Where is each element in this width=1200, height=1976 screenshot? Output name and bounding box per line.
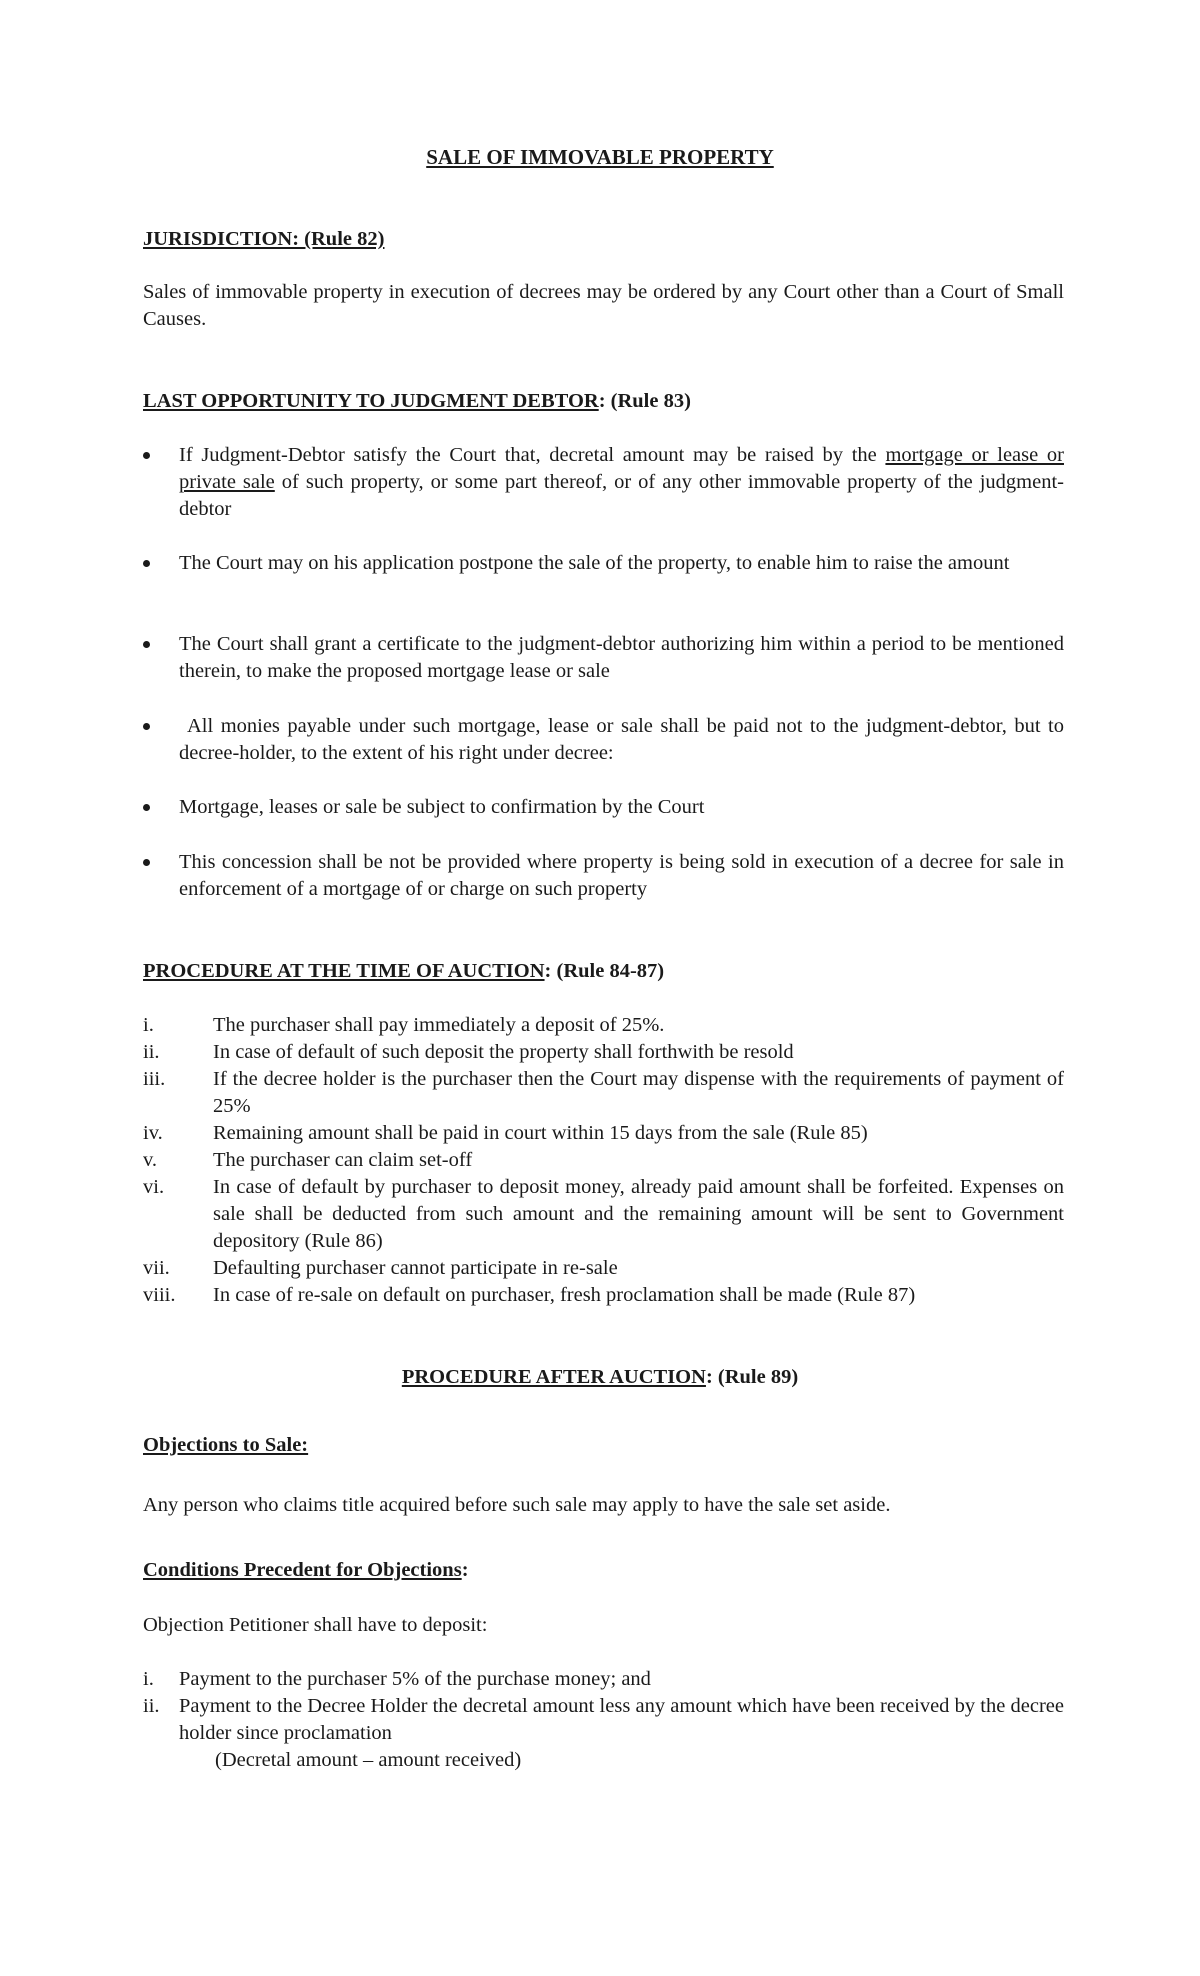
item-number: i. (143, 1668, 154, 1690)
page-title: SALE OF IMMOVABLE PROPERTY (426, 145, 774, 169)
item-number: vii. (143, 1257, 170, 1279)
auction-heading-title: PROCEDURE AT THE TIME OF AUCTION (143, 960, 545, 982)
after-auction-heading (0, 1364, 1200, 1391)
item-number: v. (143, 1149, 158, 1171)
item-text: The purchaser can claim set-off (213, 1149, 473, 1171)
list-item (143, 631, 1064, 685)
last-opportunity-heading-rule: : (Rule 83) (598, 390, 691, 412)
item-number: i. (143, 1014, 154, 1036)
list-item (143, 1174, 1064, 1255)
item-text: The purchaser shall pay immediately a deposit of 25%. (213, 1014, 665, 1036)
list-item (143, 849, 1064, 903)
jurisdiction-text: Sales of immovable property in execution of decrees may be ordered by any Court other than a Court of Small Causes. (143, 281, 1064, 330)
item-text: If the decree holder is the purchaser then the Court may dispense with the requirements of payment of 25% (213, 1068, 1064, 1117)
objections-text: Any person who claims title acquired before such sale may apply to have the sale set aside. (143, 1494, 891, 1516)
item-number: ii. (143, 1041, 160, 1063)
conditions-heading-colon: : (461, 1559, 469, 1581)
item-text: Remaining amount shall be paid in court within 15 days from the sale (Rule 85) (213, 1122, 868, 1144)
list-item (143, 1693, 1064, 1747)
last-opportunity-heading (143, 388, 1064, 415)
bullet-text: Mortgage, leases or sale be subject to confirmation by the Court (179, 796, 705, 818)
item-number: iv. (143, 1122, 163, 1144)
item-text: Payment to the Decree Holder the decretal amount less any amount which have been received by the decree holder since proclamation (179, 1695, 1064, 1744)
bullet-text: If Judgment-Debtor satisfy the Court that, decretal amount may be raised by the mortgage or lease or private sale of such property, or some part thereof, or of any other immovable property of the judgment-debtor (179, 444, 1064, 520)
item-text: In case of default of such deposit the property shall forthwith be resold (213, 1041, 794, 1063)
item-number: ii. (143, 1695, 160, 1717)
list-item (143, 1666, 1064, 1693)
conditions-intro: Objection Petitioner shall have to deposit: (143, 1614, 488, 1636)
list-item (143, 1255, 1064, 1282)
auction-heading-rule: : (Rule 84-87) (544, 960, 665, 982)
item-number: iii. (143, 1068, 166, 1090)
auction-heading (143, 958, 1064, 985)
list-item (143, 442, 1064, 523)
item-number: viii. (143, 1284, 176, 1306)
list-item (143, 1120, 1064, 1147)
bullet-text: The Court may on his application postpone the sale of the property, to enable him to raise the amount (179, 552, 1010, 574)
after-auction-heading-rule: : (Rule 89) (705, 1366, 799, 1388)
after-auction-heading-title: PROCEDURE AFTER AUCTION (401, 1366, 706, 1388)
list-item (143, 1066, 1064, 1120)
list-item (143, 1039, 1064, 1066)
conditions-heading-title: Conditions Precedent for Objections (143, 1559, 462, 1581)
item-text: In case of re-sale on default on purchaser, fresh proclamation shall be made (Rule 87) (213, 1284, 916, 1306)
conditions-note: (Decretal amount – amount received) (215, 1749, 522, 1771)
item-text: In case of default by purchaser to deposit money, already paid amount shall be forfeited. Expenses on sale shall be deducted from such amount and the remaining amount will be sent to Government depository (Rule 86) (213, 1176, 1064, 1252)
list-item (143, 1282, 1064, 1309)
last-opportunity-heading-title: LAST OPPORTUNITY TO JUDGMENT DEBTOR (143, 390, 599, 412)
conditions-heading (143, 1557, 1064, 1584)
list-item (143, 550, 1064, 577)
item-number: vi. (143, 1176, 165, 1198)
bullet-text: All monies payable under such mortgage, lease or sale shall be paid not to the judgment-debtor, but to decree-holder, to the extent of his right under decree: (179, 715, 1064, 764)
item-text: Payment to the purchaser 5% of the purchase money; and (179, 1668, 651, 1690)
item-text: Defaulting purchaser cannot participate in re-sale (213, 1257, 618, 1279)
jurisdiction-heading: JURISDICTION: (Rule 82) (143, 228, 385, 250)
bullet-text: The Court shall grant a certificate to the judgment-debtor authorizing him within a period to be mentioned therein, to make the proposed mortgage lease or sale (179, 633, 1064, 682)
bullet-text: This concession shall be not be provided where property is being sold in execution of a decree for sale in enforcement of a mortgage of or charge on such property (179, 851, 1064, 900)
list-item (143, 1012, 1064, 1039)
list-item (143, 794, 1064, 821)
list-item (143, 1147, 1064, 1174)
list-item (143, 713, 1064, 767)
objections-heading: Objections to Sale: (143, 1434, 309, 1456)
